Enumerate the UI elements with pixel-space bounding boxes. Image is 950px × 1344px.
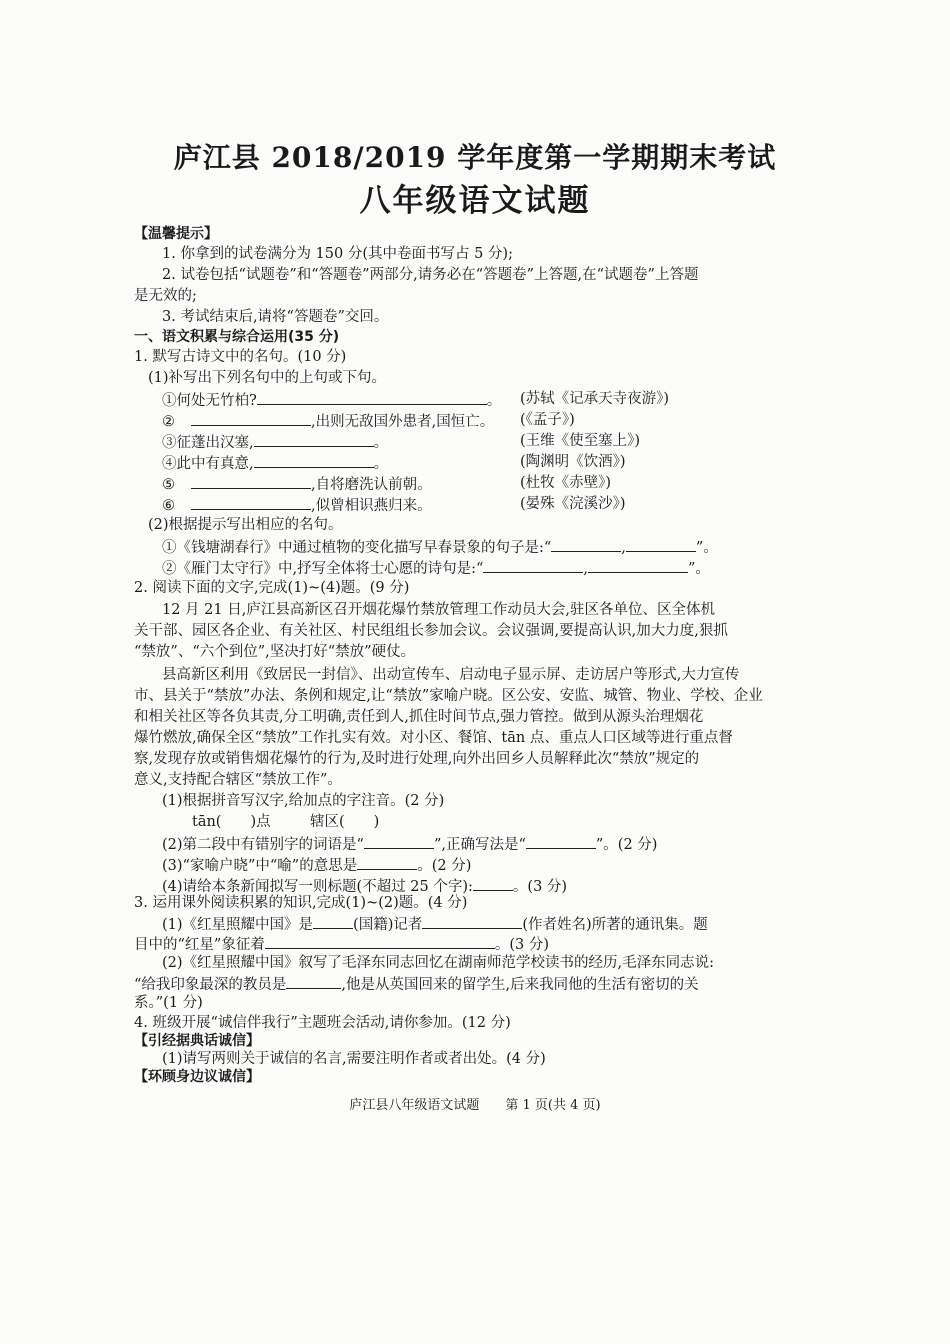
answer-blank[interactable] [191, 410, 311, 426]
q2-para2-line2: 市、县关于“禁放”办法、条例和规定,让“禁放”家喻户晓。区公安、安监、城管、物业、学校、企业 [134, 688, 763, 704]
q2-para1-line1: 12 月 21 日,庐江县高新区召开烟花爆竹禁放管理工作动员大会,驻区各单位、区全体机 [162, 602, 715, 618]
q1-item-4 [162, 452, 388, 474]
q2-s3 [162, 854, 471, 876]
q1-item-1 [162, 389, 501, 411]
item-num: ③ [162, 435, 177, 451]
answer-blank[interactable] [551, 536, 621, 552]
q1-sub2-item-1 [162, 536, 718, 558]
q2-para2-line5: 察,发现存放或销售烟花爆竹的行为,及时进行处理,向外出回乡人员解释此次“禁放”规定的 [134, 751, 700, 767]
item-after: 。 [486, 393, 502, 409]
exam-subtitle: 八年级语文试题 [359, 183, 591, 219]
answer-blank[interactable] [364, 833, 434, 849]
q1-source-1: (苏轼《记承天寺夜游》) [520, 391, 670, 407]
item-before: 征蓬出汉塞, [176, 435, 254, 451]
q1-source-6: (晏殊《浣溪沙》) [520, 496, 626, 512]
prompt-text: 。(3 分) [494, 937, 549, 953]
q4-s1-line: (1)请写两则关于诚信的名言,需要注明作者或者出处。(4 分) [162, 1051, 546, 1067]
q2-stem: 2. 阅读下面的文字,完成(1)~(4)题。(9 分) [134, 580, 410, 596]
item-num: ⑤ [162, 477, 175, 493]
q3-s2-end: 系。”(1 分) [134, 995, 203, 1011]
q3-s1-cont [134, 933, 549, 955]
q3-s2-cont [134, 973, 699, 995]
q2-s1: (1)根据拼音写汉字,给加点的字注音。(2 分) [162, 793, 445, 809]
q3-s2: (2)《红星照耀中国》叙写了毛泽东同志回忆在湖南师范学校读书的经历,毛泽东同志说: [162, 955, 715, 971]
q2-para1-line3: “禁放”、“六个到位”,坚决打好“禁放”硬仗。 [134, 644, 416, 660]
q1-item-3 [162, 431, 388, 453]
prompt-text: ”,正确写法是“ [433, 837, 526, 853]
q2-para2-line4: 爆竹燃放,确保全区“禁放”工作扎实有效。对小区、餐馆、tān 点、重点人口区域等进行重点督 [134, 730, 733, 746]
answer-blank[interactable] [313, 913, 353, 929]
prompt-text: ,他是从英国回来的留学生,后来我同他的生活有密切的关 [341, 977, 699, 993]
item-after: ,自将磨洗认前朝。 [311, 477, 432, 493]
answer-blank[interactable] [191, 494, 311, 510]
q1-item-6 [162, 494, 432, 516]
item-num: ② [162, 414, 175, 430]
answer-blank[interactable] [483, 557, 583, 573]
item-before: 此中有真意, [176, 456, 254, 472]
tip-2-cont: 是无效的; [134, 288, 197, 304]
q4-stem-line: 4. 班级开展“诚信伴我行”主题班会活动,请你参加。(12 分) [134, 1015, 511, 1031]
answer-blank[interactable] [254, 431, 374, 447]
q3-stem: 3. 运用课外阅读积累的知识,完成(1)~(2)题。(4 分) [134, 895, 468, 911]
answer-blank[interactable] [526, 833, 596, 849]
q2-s2 [162, 833, 657, 855]
q1-item-2 [162, 410, 494, 432]
end-text: ”。 [688, 561, 710, 577]
q2-para1-line2: 关干部、园区各企业、有关社区、村民组组长参加会议。会议强调,要提高认识,加大力度,狠抓 [134, 623, 728, 639]
q2-s1-a: tān( )点 [192, 814, 271, 830]
q1-source-3: (王维《使至塞上》) [520, 433, 641, 449]
prompt-text: (作者姓名)所著的通讯集。题 [522, 917, 708, 933]
q1-source-5: (杜牧《赤壁》) [520, 475, 612, 491]
q1-item-5 [162, 473, 432, 495]
prompt-text: (3)“家喻户晓”中“喻”的意思是 [162, 858, 358, 874]
q2-para2-line3: 和相关社区等各负其责,分工明确,责任到人,抓住时间节点,强力管控。做到从源头治理烟花 [134, 709, 704, 725]
tip-3: 3. 考试结束后,请将“答题卷”交回。 [162, 309, 389, 325]
prompt-text: “给我印象最深的教员是 [134, 977, 287, 993]
q3-s1 [162, 913, 708, 935]
q1-stem: 1. 默写古诗文中的名句。(10 分) [134, 349, 347, 365]
answer-blank[interactable] [422, 913, 522, 929]
answer-blank[interactable] [254, 452, 374, 468]
page-footer: 庐江县八年级语文试题 第 1 页(共 4 页) [349, 1098, 601, 1113]
answer-blank[interactable] [191, 473, 311, 489]
answer-blank[interactable] [286, 973, 341, 989]
tip-1: 1. 你拿到的试卷满分为 150 分(其中卷面书写占 5 分); [162, 246, 513, 262]
prompt-text: ”。(2 分) [595, 837, 658, 853]
q1-sub2-item-2 [162, 557, 710, 579]
item-num: ⑥ [162, 498, 175, 514]
prompt-text: (国籍)记者 [353, 917, 423, 933]
item-after: 。 [373, 435, 389, 451]
item-before: 何处无竹柏? [176, 393, 257, 409]
item-num: ④ [162, 456, 177, 472]
item-after: 。 [373, 456, 389, 472]
answer-blank[interactable] [257, 389, 487, 405]
q2-para2-line6: 意义,支持配合辖区“禁放工作”。 [134, 772, 342, 788]
item-after: ,似曾相识燕归来。 [311, 498, 432, 514]
answer-blank[interactable] [473, 875, 513, 891]
q2-para2-line1: 县高新区利用《致居民一封信》、出动宣传车、启动电子显示屏、走访居户等形式,大力宣传 [162, 667, 740, 683]
exam-title: 庐江县 2018/2019 学年度第一学期期末考试 [173, 141, 777, 174]
separator: , [583, 561, 589, 577]
section-1-header: 一、语文积累与综合运用(35 分) [134, 329, 340, 345]
separator: , [621, 540, 626, 556]
tip-2: 2. 试卷包括“试题卷”和“答题卷”两部分,请务必在“答题卷”上答题,在“试题卷”上答题 [162, 267, 699, 283]
q4-header-2: 【环顾身边议诚信】 [134, 1069, 260, 1085]
end-text: ”。 [695, 540, 718, 556]
q1-sub1: (1)补写出下列名句中的上句或下句。 [148, 370, 387, 386]
answer-blank[interactable] [626, 536, 696, 552]
q1-sub2: (2)根据提示写出相应的名句。 [148, 517, 343, 533]
q1-source-4: (陶渊明《饮酒》) [520, 454, 626, 470]
prompt-text: ①《钱塘湖春行》中通过植物的变化描写早春景象的句子是:“ [162, 540, 552, 556]
tips-header: 【温馨提示】 [134, 226, 218, 242]
prompt-text: 。(2 分) [417, 858, 472, 874]
q2-s1-b: 辖区( ) [310, 814, 380, 830]
prompt-text: ②《雁门太守行》中,抒写全体将士心愿的诗句是:“ [162, 561, 484, 577]
prompt-text: (1)《红星照耀中国》是 [162, 917, 314, 933]
prompt-text: (2)第二段中有错别字的词语是“ [162, 837, 364, 853]
answer-blank[interactable] [357, 854, 417, 870]
prompt-text: 。(3 分) [512, 879, 568, 895]
answer-blank[interactable] [588, 557, 688, 573]
item-num: ① [162, 393, 177, 409]
q4-header-1: 【引经据典话诚信】 [134, 1033, 260, 1049]
q1-source-2: (《孟子》) [520, 412, 575, 428]
item-after: ,出则无敌国外患者,国恒亡。 [311, 414, 495, 430]
answer-blank[interactable] [265, 933, 495, 949]
prompt-text: (4)请给本条新闻拟写一则标题(不超过 25 个字): [162, 879, 473, 895]
prompt-text: 目中的“红星”象征着 [134, 937, 265, 953]
